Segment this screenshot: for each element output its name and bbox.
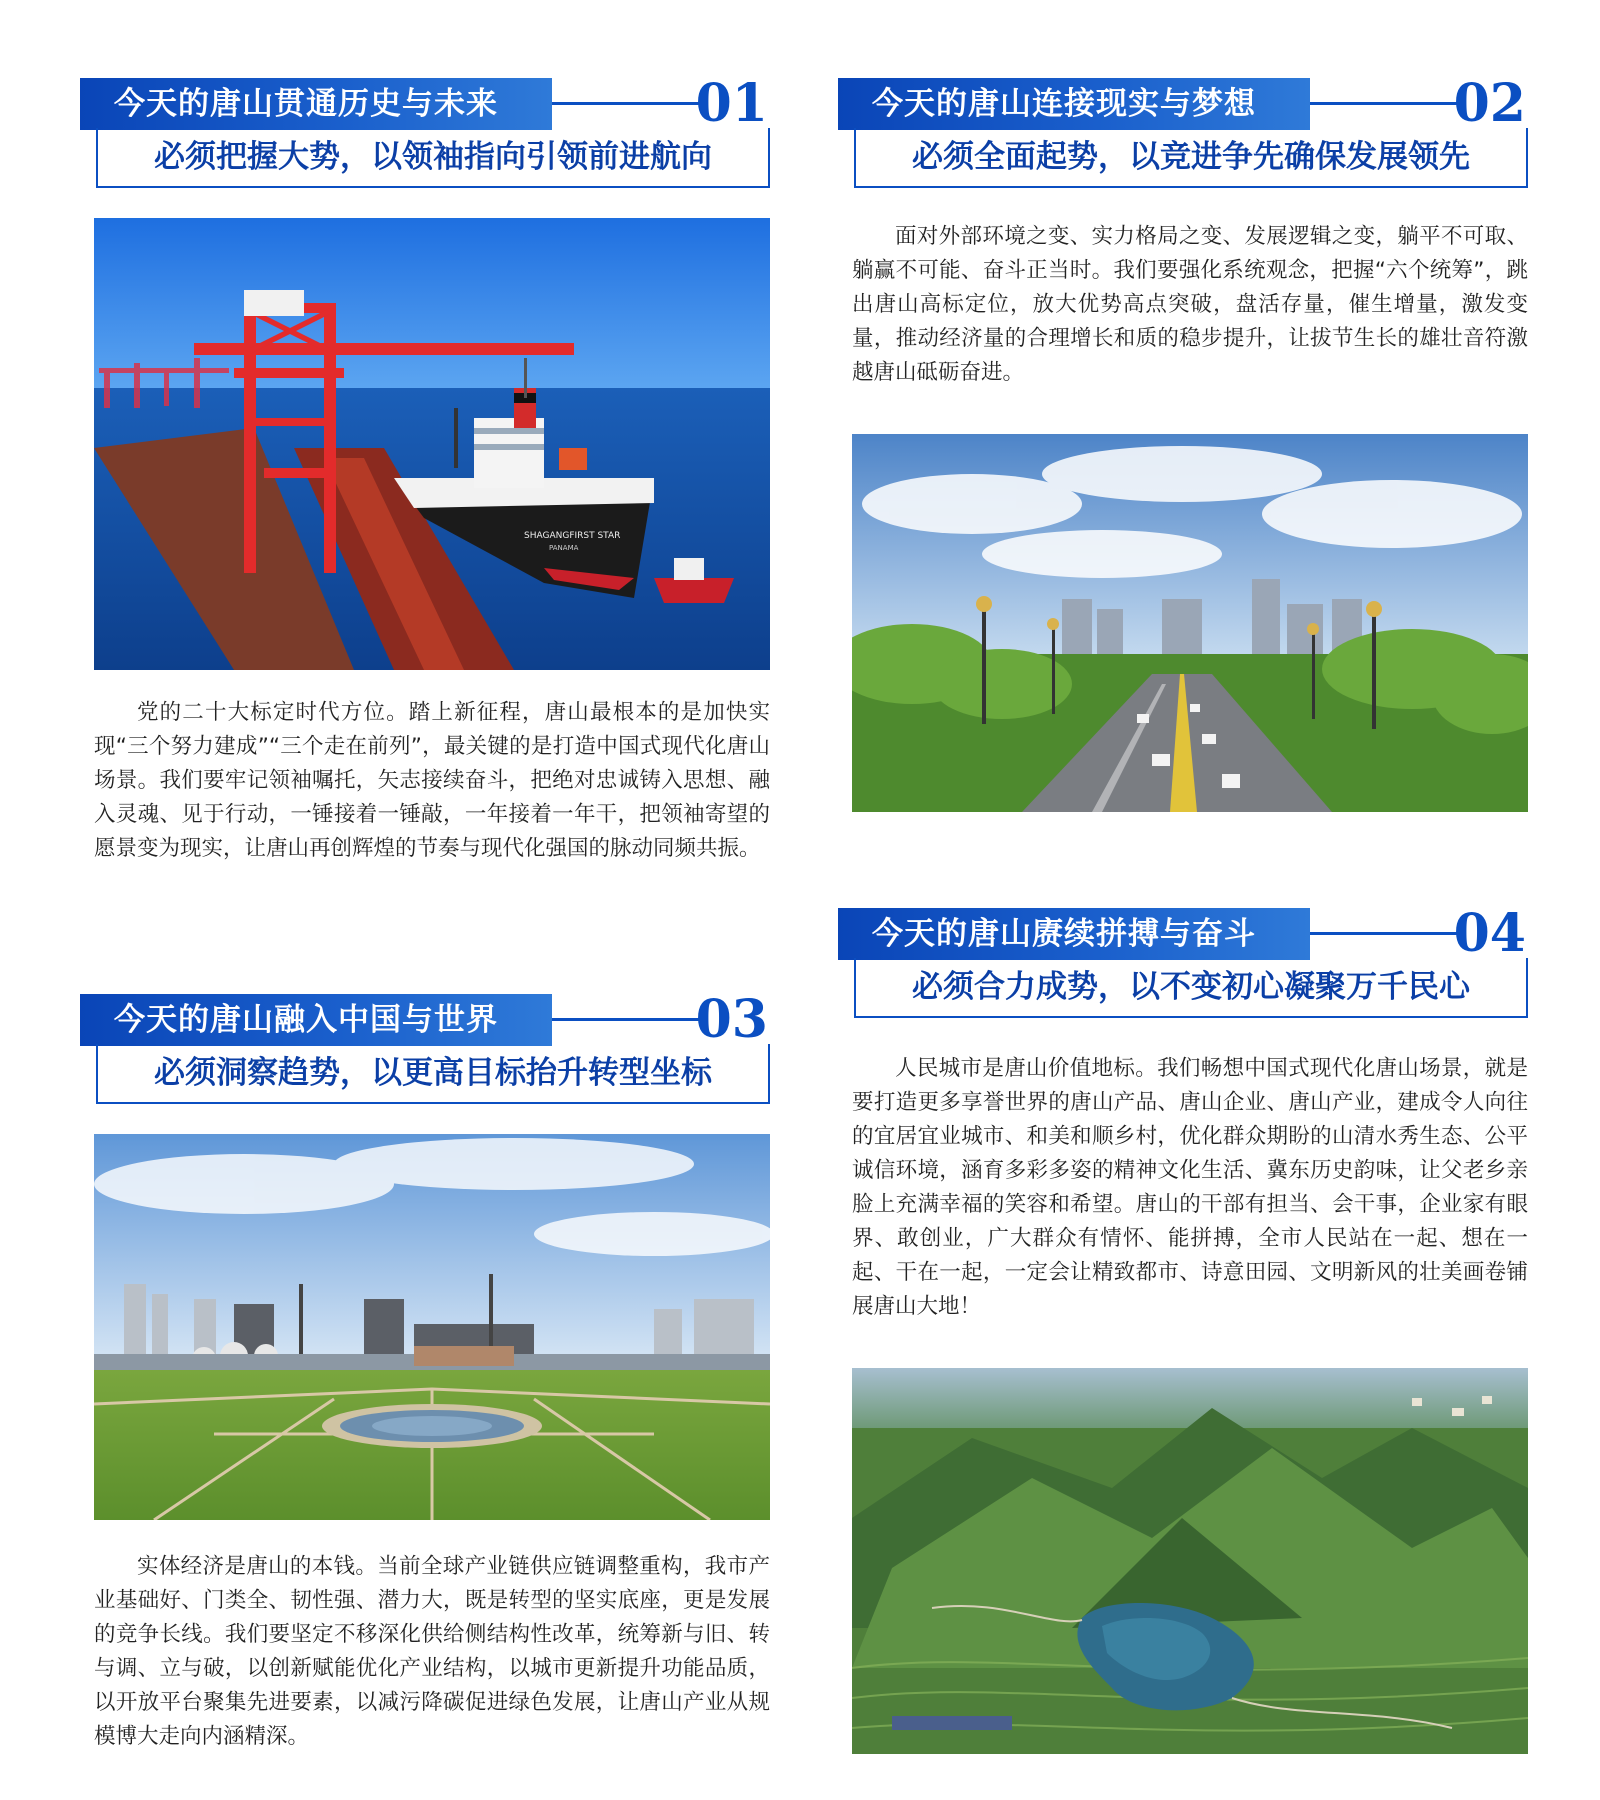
section-title: 今天的唐山连接现实与梦想 (838, 78, 1310, 130)
section-number: 04 (1453, 903, 1526, 964)
section-02 (838, 73, 1528, 385)
section-title: 今天的唐山融入中国与世界 (80, 994, 552, 1046)
section-subtitle: 必须把握大势，以领袖指向引领前进航向 (96, 128, 770, 188)
section-header (80, 73, 770, 190)
title-rule (1310, 932, 1458, 935)
section-01 (80, 73, 770, 861)
section-number: 02 (1453, 73, 1526, 134)
title-rule (1310, 102, 1458, 105)
ship-home-label: PANAMA (549, 544, 579, 552)
ship-name-label: SHAGANGFIRST STAR (524, 531, 621, 541)
mountain-lake-photo (852, 1368, 1528, 1754)
section-title: 今天的唐山赓续拼搏与奋斗 (838, 908, 1310, 960)
port-crane-photo (94, 218, 770, 670)
section-04 (838, 903, 1528, 1319)
section-paragraph: 党的二十大标定时代方位。踏上新征程，唐山最根本的是加快实现“三个努力建成”“三个走在前列”，最关键的是打造中国式现代化唐山场景。我们要牢记领袖嘱托，矢志接续奋斗，把绝对忠诚铸入思想、融入灵魂、见于行动，一锤接着一锤敲，一年接着一年干，把领袖寄望的愿景变为现实，让唐山再创辉煌的节奏与现代化强国的脉动同频共振。 (94, 700, 770, 861)
section-header (838, 73, 1528, 190)
title-rule (552, 102, 700, 105)
section-title: 今天的唐山贯通历史与未来 (80, 78, 552, 130)
section-header (80, 989, 770, 1106)
section-subtitle: 必须洞察趋势，以更高目标抬升转型坐标 (96, 1044, 770, 1104)
section-paragraph: 人民城市是唐山价值地标。我们畅想中国式现代化唐山场景，就是要打造更多享誉世界的唐山产品、唐山企业、唐山产业，建成令人向往的宜居宜业城市、和美和顺乡村，优化群众期盼的山清水秀生态、公平诚信环境，涵育多彩多姿的精神文化生活、冀东历史韵味，让父老乡亲脸上充满幸福的笑容和希望。唐山的干部有担当、会干事，企业家有眼界、敢创业，广大群众有情怀、能拼搏，全市人民站在一起、想在一起、干在一起，一定会让精致都市、诗意田园、文明新风的壮美画卷铺展唐山大地！ (852, 1056, 1528, 1319)
steel-plant-photo (94, 1134, 770, 1520)
section-number: 01 (695, 73, 768, 134)
section-03 (80, 989, 770, 1749)
section-number: 03 (695, 989, 768, 1050)
city-road-photo (852, 434, 1528, 812)
section-subtitle: 必须合力成势，以不变初心凝聚万千民心 (854, 958, 1528, 1018)
title-rule (552, 1018, 700, 1021)
section-paragraph: 面对外部环境之变、实力格局之变、发展逻辑之变，躺平不可取、躺赢不可能、奋斗正当时。我们要强化系统观念，把握“六个统筹”，跳出唐山高标定位，放大优势高点突破，盘活存量，催生增量，激发变量，推动经济量的合理增长和质的稳步提升，让拔节生长的雄壮音符激越唐山砥砺奋进。 (852, 224, 1528, 385)
section-header (838, 903, 1528, 1020)
section-subtitle: 必须全面起势，以竞进争先确保发展领先 (854, 128, 1528, 188)
section-paragraph: 实体经济是唐山的本钱。当前全球产业链供应链调整重构，我市产业基础好、门类全、韧性强、潜力大，既是转型的坚实底座，更是发展的竞争长线。我们要坚定不移深化供给侧结构性改革，统筹新与旧、转与调、立与破，以创新赋能优化产业结构，以城市更新提升功能品质，以开放平台聚集先进要素，以减污降碳促进绿色发展，让唐山产业从规模博大走向内涵精深。 (94, 1554, 770, 1749)
